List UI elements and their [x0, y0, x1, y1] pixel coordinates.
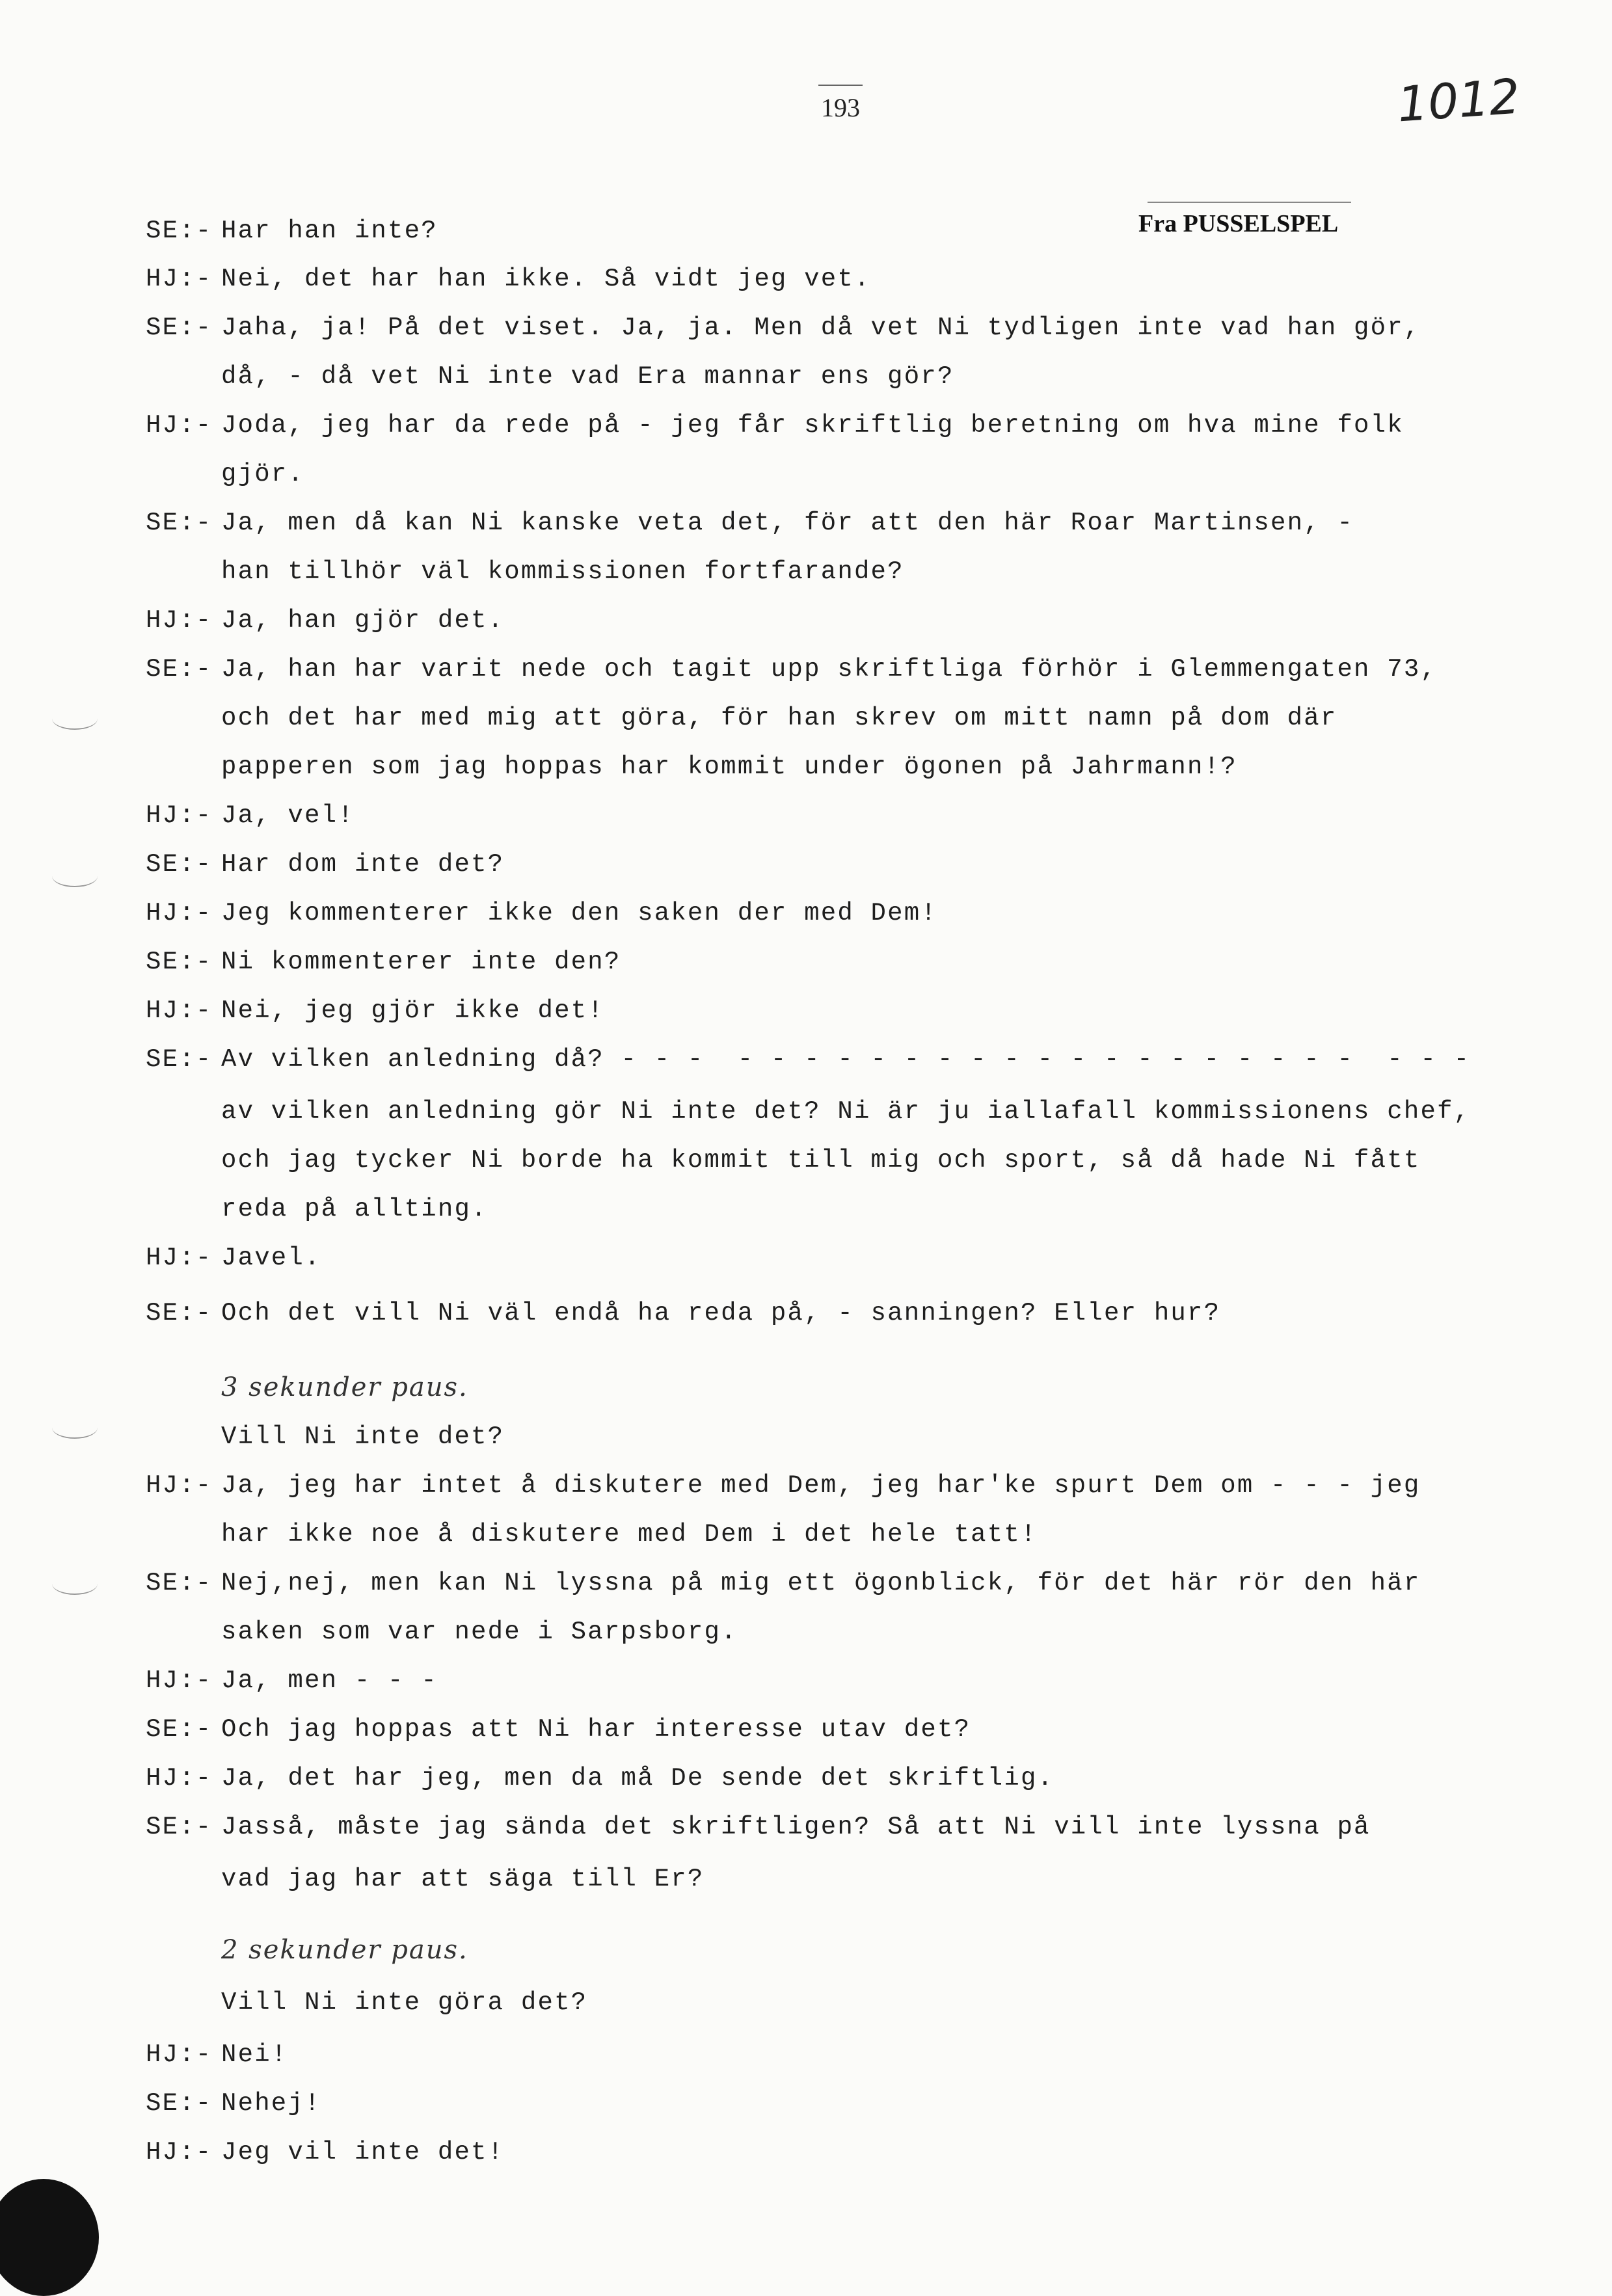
dialogue-line: Vill Ni inte göra det? [221, 1988, 588, 2017]
dialogue-line: han tillhör väl kommissionen fortfarande? [221, 557, 904, 586]
dialogue-line: Ja, han gjör det. [221, 606, 505, 635]
dialogue-line: av vilken anledning gör Ni inte det? Ni är ju iallafall kommissionens chef, [221, 1097, 1471, 1126]
dialogue-line: Ja, men - - - [221, 1666, 438, 1695]
speaker-label: SE:- [146, 948, 213, 976]
speaker-label: SE:- [146, 655, 213, 684]
dialogue-line: Ja, men då kan Ni kanske veta det, för att den här Roar Martinsen, - [221, 509, 1354, 537]
speaker-label: HJ:- [146, 265, 213, 293]
dialogue-line: saken som var nede i Sarpsborg. [221, 1618, 738, 1646]
dialogue-line: Ja, han har varit nede och tagit upp skriftliga förhör i Glemmengaten 73, [221, 655, 1438, 684]
dialogue-line: Nei! [221, 2040, 288, 2069]
source-label: Fra PUSSELSPEL [1138, 210, 1339, 237]
speaker-label: SE:- [146, 1715, 213, 1744]
dialogue-line: Joda, jeg har da rede på - jeg får skriftlig beretning om hva mine folk [221, 411, 1404, 440]
dialogue-line: Och det vill Ni väl endå ha reda på, - sanningen? Eller hur? [221, 1299, 1221, 1328]
speaker-label: SE:- [146, 2089, 213, 2118]
speaker-label: SE:- [146, 314, 213, 342]
speaker-label: HJ:- [146, 2138, 213, 2167]
dialogue-line: Nej,nej, men kan Ni lyssna på mig ett ögonblick, för det här rör den här [221, 1569, 1421, 1597]
speaker-label: SE:- [146, 1299, 213, 1328]
dialogue-line: Nei, det har han ikke. Så vidt jeg vet. [221, 265, 871, 293]
speaker-label: HJ:- [146, 1764, 213, 1793]
speaker-label: HJ:- [146, 899, 213, 928]
dialogue-line: reda på allting. [221, 1195, 488, 1223]
dialogue-line: Nehej! [221, 2089, 321, 2118]
dialogue-line: och jag tycker Ni borde ha kommit till mig och sport, så då hade Ni fått [221, 1146, 1421, 1175]
speaker-label: HJ:- [146, 1244, 213, 1272]
dialogue-line: Jaha, ja! På det viset. Ja, ja. Men då vet Ni tydligen inte vad han gör, [221, 314, 1421, 342]
dialogue-line: då, - då vet Ni inte vad Era mannar ens gör? [221, 362, 954, 391]
binder-mark [52, 1417, 98, 1439]
speaker-label: HJ:- [146, 801, 213, 830]
speaker-label: SE:- [146, 217, 213, 245]
page-number: 193 [821, 93, 860, 122]
speaker-label: HJ:- [146, 606, 213, 635]
dialogue-line: Javel. [221, 1244, 321, 1272]
speaker-label: SE:- [146, 1569, 213, 1597]
dialogue-line: har ikke noe å diskutere med Dem i det hele tatt! [221, 1520, 1038, 1549]
dialogue-line: Ja, det har jeg, men da må De sende det skriftlig. [221, 1764, 1055, 1793]
dialogue-line: Jasså, måste jag sända det skriftligen? Så att Ni vill inte lyssna på [221, 1813, 1371, 1841]
dialogue-line: Och jag hoppas att Ni har interesse utav det? [221, 1715, 971, 1744]
dialogue-line: Ni kommenterer inte den? [221, 948, 621, 976]
dialogue-line: och det har med mig att göra, för han skrev om mitt namn på dom där [221, 704, 1337, 732]
dialogue-line: Vill Ni inte det? [221, 1422, 505, 1451]
punch-hole [0, 2179, 99, 2296]
dialogue-line: Ja, jeg har intet å diskutere med Dem, jeg har'ke spurt Dem om - - - jeg [221, 1471, 1421, 1500]
dialogue-line: Nei, jeg gjör ikke det! [221, 996, 604, 1025]
dialogue-line: Jeg vil inte det! [221, 2138, 505, 2167]
dialogue-line: Ja, vel! [221, 801, 355, 830]
dialogue-line: Har dom inte det? [221, 850, 505, 879]
speaker-label: SE:- [146, 850, 213, 879]
speaker-label: SE:- [146, 1813, 213, 1841]
dialogue-line: Jeg kommenterer ikke den saken der med Dem! [221, 899, 937, 928]
binder-mark [52, 865, 98, 887]
dialogue-line: papperen som jag hoppas har kommit under ögonen på Jahrmann!? [221, 753, 1237, 781]
dialogue-line: Av vilken anledning då? - - - - - - - - - - - - - - - - - - - - - - - - - [221, 1045, 1471, 1074]
dialogue-line: gjör. [221, 460, 305, 488]
dialogue-line: vad jag har att säga till Er? [221, 1865, 705, 1893]
speaker-label: HJ:- [146, 411, 213, 440]
speaker-label: HJ:- [146, 996, 213, 1025]
binder-mark [52, 1573, 98, 1595]
pause-note: 2 sekunder paus. [221, 1935, 468, 1965]
pause-note: 3 sekunder paus. [221, 1372, 468, 1402]
speaker-label: HJ:- [146, 2040, 213, 2069]
speaker-label: HJ:- [146, 1471, 213, 1500]
dialogue-line: Har han inte? [221, 217, 438, 245]
speaker-label: SE:- [146, 1045, 213, 1074]
speaker-label: HJ:- [146, 1666, 213, 1695]
speaker-label: SE:- [146, 509, 213, 537]
archive-number: 1012 [1395, 68, 1522, 133]
binder-mark [52, 708, 98, 730]
